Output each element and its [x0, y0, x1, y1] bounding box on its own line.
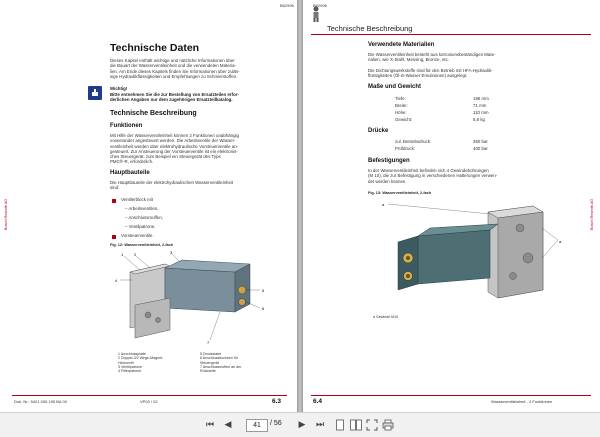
right-doc-id: B62996: [313, 3, 327, 8]
left-page-number: 6.3: [272, 398, 282, 405]
fig12-label: 5: [262, 288, 265, 293]
valve-unit-figure-12: [110, 250, 285, 345]
fig13-label: a: [559, 239, 562, 244]
fig13-caption: Fig. 13: Wasserventileinheit, 2-fach: [368, 191, 432, 195]
last-page-button[interactable]: ⏭: [315, 420, 325, 430]
dims-title: Maße und Gewicht: [368, 84, 422, 90]
dim-label: Gewicht:: [395, 117, 413, 122]
left-doc-id: B62996: [280, 3, 294, 8]
valve-unit-figure-13: [368, 198, 568, 310]
list-item: – Arbeitsventilen,: [125, 206, 159, 211]
fig12-label: 2: [134, 252, 137, 257]
pressure-value: 400 bar: [473, 146, 488, 151]
functions-text: Mit Hilfe der Wasserventileinheit können 2 Funktionen unabhängig voneinander angesteuert werden. Die Arbeitsventile der Wasser- ventileinheit werden über elektrohydraulische Vorsteuerventile an- gesteuert. Zur Ansteuerung der Vorsteuerventile ist ein elektronis- ches Steuergerät, zum Beispiel ein Steuergerät des Typs PMC®-R, erforderlich.: [110, 133, 239, 165]
dim-label: Tiefe:: [395, 96, 406, 101]
fig12-legend-right: 5 Druckstatet 6 Anschlussbuchsen für Steuergerät 7 Anschlussmuffen an der Rückseite: [200, 352, 242, 374]
section-title: Technische Beschreibung: [110, 110, 197, 117]
dim-value: 5,8 kg: [473, 117, 485, 122]
fig12-label: 1: [121, 252, 124, 257]
hand-info-icon: [88, 86, 102, 100]
next-page-button[interactable]: ▶: [298, 420, 306, 430]
dim-value: 196 mm: [473, 96, 489, 101]
bullet-icon: [112, 235, 116, 239]
fig12-label: 4: [115, 278, 118, 283]
previous-page-button[interactable]: ◀: [224, 420, 232, 430]
print-icon[interactable]: [382, 419, 394, 431]
two-page-icon[interactable]: [350, 419, 362, 431]
viewer-toolbar: [0, 412, 600, 437]
bullet-icon: [112, 199, 116, 203]
page-total: / 56: [270, 420, 282, 427]
left-footer-rev: VP03 / 02: [140, 399, 158, 404]
fig12-legend-left: 1 Anschlussplatte 2 Doppel-3/2 Wege-Magnet- Heizventil 3 Ventilpatrone 4 Filterpatrone: [118, 352, 164, 374]
first-page-button[interactable]: ⏮: [205, 420, 215, 430]
left-footer-rule: [12, 395, 287, 396]
right-vertical-note: Bosch Rexroth AG: [590, 198, 594, 230]
fig12-label: 7: [207, 340, 210, 345]
materials-text: Die Wasserventileinheit besteht aus korrosionsbeständigen Mate- rialien, wie X-Stahl, Messing, Bronze, etc. Die Dichtungswerkstoffe sind für den Betrieb mit HFA-Hydraulik- flüssigkeiten (Öl-in-Wasser Emulsionen) ausgelegt.: [368, 52, 496, 78]
right-header-rule: [311, 34, 591, 35]
left-footer-doc: Dok. Nr.: 5421 006 190 BA 00: [14, 399, 67, 404]
list-item: – Anschlussmuffen,: [125, 215, 163, 220]
note-title: Wichtig!: [110, 86, 128, 91]
dim-label: Höhe:: [395, 110, 407, 115]
dim-value: 71 mm: [473, 103, 487, 108]
fig12-label: 6: [262, 306, 265, 311]
left-page: [0, 0, 297, 412]
left-intro: Dieses Kapitel enthält wichtige und nützliche Informationen über die Bauart der Wasserventileinheit und die verwendeten Materia- lien. Am Ende dieses Kapitels finden Sie Informationen über zuläs- sige Hydraulikflüssigkeiten und Empfehlungen zu Schmierstoffen.: [110, 58, 240, 79]
mount-text: In der Wasserventileinheit befinden sich 4 Gewindebohrungen (M 10), die zur Befestigung in verschiedenen Halterungen verwen- det werden können.: [368, 168, 498, 184]
mount-title: Befestigungen: [368, 158, 410, 164]
parts-text: Die Hauptbauteile der elektrohydraulischen Wasserventileinheit sind:: [110, 180, 234, 191]
page-number-input[interactable]: 41: [246, 419, 268, 432]
parts-title: Hauptbauteile: [110, 170, 150, 176]
pressure-label: Prüfdruck:: [395, 146, 416, 151]
pressure-label: zul. Betriebsdruck:: [395, 139, 432, 144]
dim-label: Breite:: [395, 103, 408, 108]
right-footer-title: Wasserventileinheit - 2 Funktionen: [491, 399, 553, 404]
left-vertical-note: Bosch Rexroth AG: [4, 198, 8, 230]
dim-value: 110 mm: [473, 110, 489, 115]
pressure-title: Drücke: [368, 128, 389, 134]
fig13-legend: a Gewinde M10: [373, 315, 399, 319]
pressure-value: 350 bar: [473, 139, 488, 144]
left-heading: Technische Daten: [110, 42, 200, 54]
list-item: Vorsteuerventile.: [121, 233, 154, 238]
materials-title: Verwendete Materialien: [368, 42, 435, 48]
note-text: Bitte entnehmen Sie die zur Bestellung von Ersatzteilen erfor- derlichen Angaben nur dem zugehörigen Ersatzteilkatalog.: [110, 92, 239, 103]
functions-title: Funktionen: [110, 123, 143, 129]
right-header-title: Technische Beschreibung: [327, 24, 413, 33]
fig12-caption: Fig. 12: Wasserventileinheit, 2-fach: [110, 243, 174, 247]
right-page: [303, 0, 600, 412]
fig12-label: 3: [170, 250, 173, 255]
single-page-icon[interactable]: [334, 419, 346, 431]
fig13-label: a: [382, 202, 385, 207]
list-item: – Ventilpatrone,: [125, 224, 156, 229]
fullscreen-icon[interactable]: [366, 419, 378, 431]
right-page-number: 6.4: [313, 398, 323, 405]
right-footer-rule: [311, 395, 591, 396]
person-icon: [311, 6, 321, 22]
list-item: Ventilerblock mit: [121, 197, 153, 202]
